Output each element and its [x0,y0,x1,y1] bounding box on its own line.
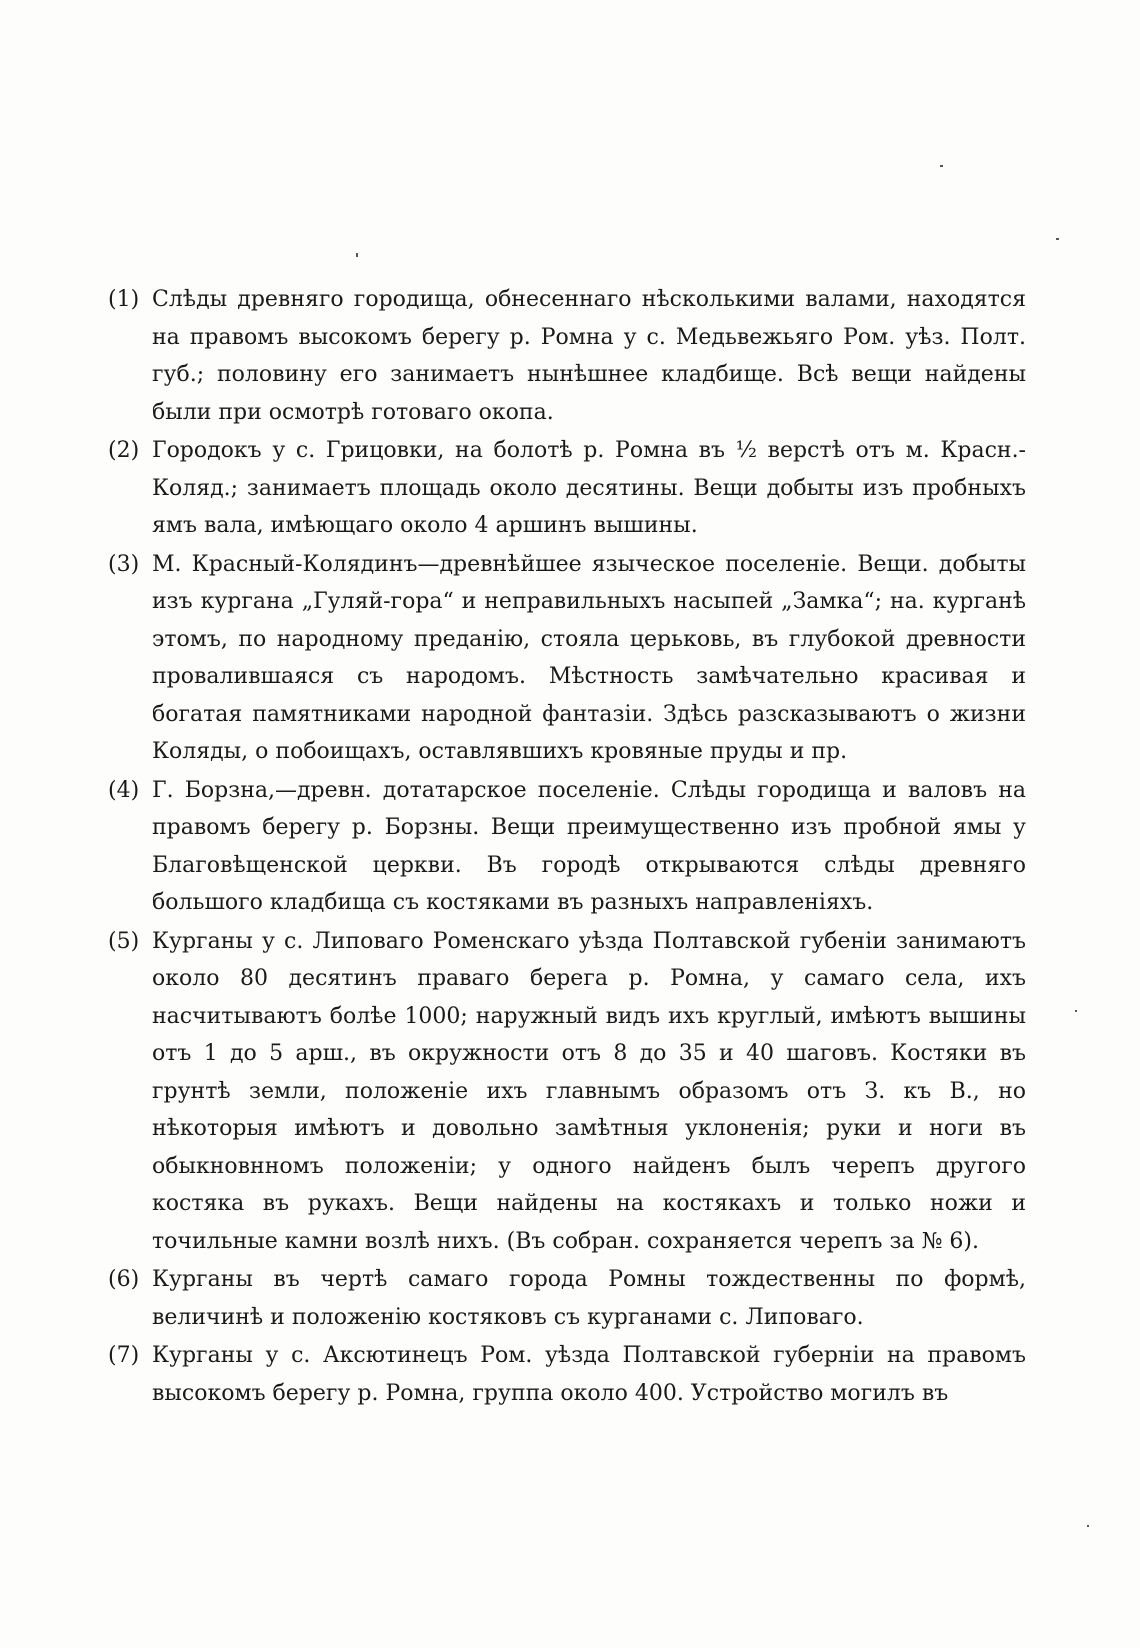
footnote-entry-1 [108,281,1026,431]
footnote-text: Курганы у с. Аксютинецъ Ром. уѣзда Полтавской губерніи на правомъ высокомъ берегу р. Ромна, группа около 400. Устройство могилъ въ [152,1343,1026,1406]
footnote-number: (2) [108,438,140,463]
footnote-number: (1) [108,287,140,312]
footnote-entry-5 [108,923,1026,1261]
paper-speck [1056,238,1059,240]
footnote-number: (5) [108,928,140,954]
footnote-entry-2 [108,432,1026,545]
paper-speck [940,165,943,167]
footnote-number: (7) [108,1343,140,1368]
footnote-text: Курганы въ чертѣ самаго города Ромны тождественны по формѣ, величинѣ и положенію костяковъ съ курганами с. Липоваго. [152,1267,1026,1330]
paper-speck [356,253,358,257]
footnote-text: Г. Борзна,—древн. дотатарское поселеніе. Слѣды городища и валовъ на правомъ берегу р. Борзны. Вещи преимущественно изъ пробной ямы у Благовѣщенской церкви. Въ городѣ открываются слѣды древняго большого кладбища съ костяками въ разныхъ направленіяхъ. [152,777,1026,915]
footnote-text: Городокъ у с. Грицовки, на болотѣ р. Ромна въ ½ верстѣ отъ м. Красн.-Коляд.; занимаетъ площадь около десятины. Вещи добыты изъ пробныхъ ямъ вала, имѣющаго около 4 аршинъ вышины. [152,438,1026,538]
footnote-text: Слѣды древняго городища, обнесеннаго нѣсколькими валами, находятся на правомъ высокомъ берегу р. Ромна у с. Медьвежьяго Ром. уѣз. Полт. губ.; половину его занимаетъ нынѣшнее кладбище. Всѣ вещи найдены были при осмотрѣ готоваго окопа. [152,287,1026,425]
footnote-text: М. Красный-Колядинъ—древнѣйшее языческое поселеніе. Вещи. добыты изъ кургана „Гуляй-гора“ и неправильныхъ насыпей „Замка“; на. курганѣ этомъ, по народному преданію, стояла церьковь, въ глубокой древности провалившаяся съ народомъ. Мѣстность замѣчательно красивая и богатая памятниками народной фантазіи. Здѣсь разсказываютъ о жизни Коляды, о побоищахъ, оставлявшихъ кровяные пруды и пр. [152,551,1026,764]
footnote-entry-4 [108,772,1026,922]
footnote-entry-6 [108,1261,1026,1336]
paper-speck [1075,1010,1077,1012]
paper-speck [1087,1525,1089,1527]
footnote-number: (3) [108,551,140,577]
footnote-text: Курганы у с. Липоваго Роменскаго уѣзда Полтавской губеніи занимаютъ около 80 десятинъ праваго берега р. Ромна, у самаго села, ихъ насчитываютъ болѣе 1000; наружный видъ ихъ круглый, имѣютъ вышины отъ 1 до 5 арш., въ окружности отъ 8 до 35 и 40 шаговъ. Костяки въ грунтѣ земли, положеніе ихъ главнымъ образомъ отъ З. къ В., но нѣкоторыя имѣютъ и довольно замѣтныя уклоненія; руки и ноги въ обыкновнномъ положеніи; у одного найденъ былъ черепъ другого костяка въ рукахъ. Вещи найдены на костякахъ и только ножи и точильные камни возлѣ нихъ. (Въ собран. сохраняется черепъ за № 6). [152,928,1026,1254]
footnote-list [108,281,1026,1413]
footnote-entry-3 [108,546,1026,771]
footnote-number: (6) [108,1267,140,1292]
footnote-entry-7 [108,1337,1026,1412]
footnote-number: (4) [108,777,140,803]
